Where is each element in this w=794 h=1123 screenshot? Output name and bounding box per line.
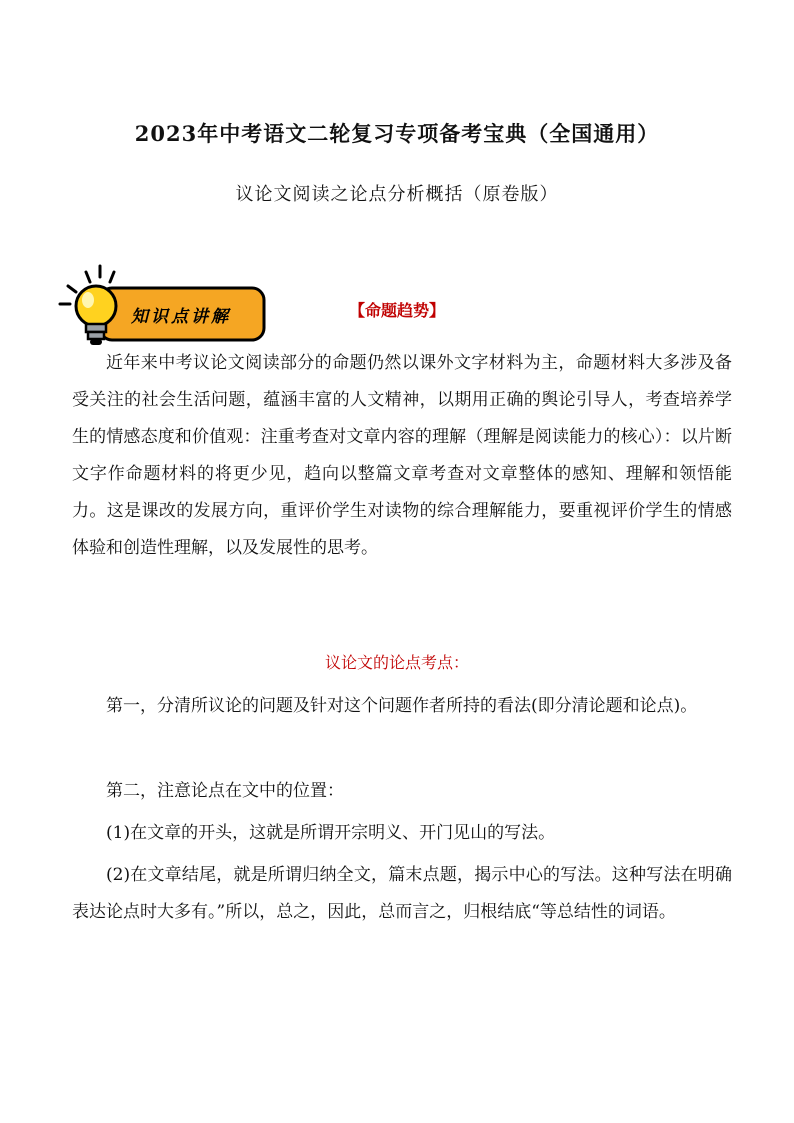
badge-label: 知识点讲解 (131, 307, 231, 327)
point-item: 第二，注意论点在文中的位置： (106, 781, 344, 801)
document-subtitle: 议论文阅读之论点分析概括（原卷版） (235, 184, 559, 205)
trend-heading: 【命题趋势】 (348, 301, 445, 320)
document-title: 2023年中考语文二轮复习专项备考宝典（全国通用） (134, 121, 660, 146)
point-item: (2)在文章结尾，就是所谓归纳全文，篇末点题，揭示中心的写法。这种写法在明确表达论点时大多有。”所以，总之，因此，总而言之，归根结底“等总结性的词语。 (72, 865, 732, 922)
point-item: (1)在文章的开头，这就是所谓开宗明义、开门见山的写法。 (106, 823, 556, 843)
point-item: 第一，分清所议论的问题及针对这个问题作者所持的看法(即分清论题和论点)。 (106, 696, 698, 716)
points-heading: 议论文的论点考点： (324, 653, 469, 672)
trend-paragraph: 近年来中考议论文阅读部分的命题仍然以课外文字材料为主，命题材料大多涉及备受关注的社会生活问题，蕴涵丰富的人文精神，以期用正确的舆论引导人，考查培养学生的情感态度和价值观：注重考查对文章内容的理解（理解是阅读能力的核心）：以片断文字作命题材料的将更少见，趋向以整篇文章考查对文章整体的感知、理解和领悟能力。这是课改的发展方向，重评价学生对读物的综合理解能力，要重视评价学生的情感体验和创造性理解，以及发展性的思考。 (72, 353, 732, 558)
